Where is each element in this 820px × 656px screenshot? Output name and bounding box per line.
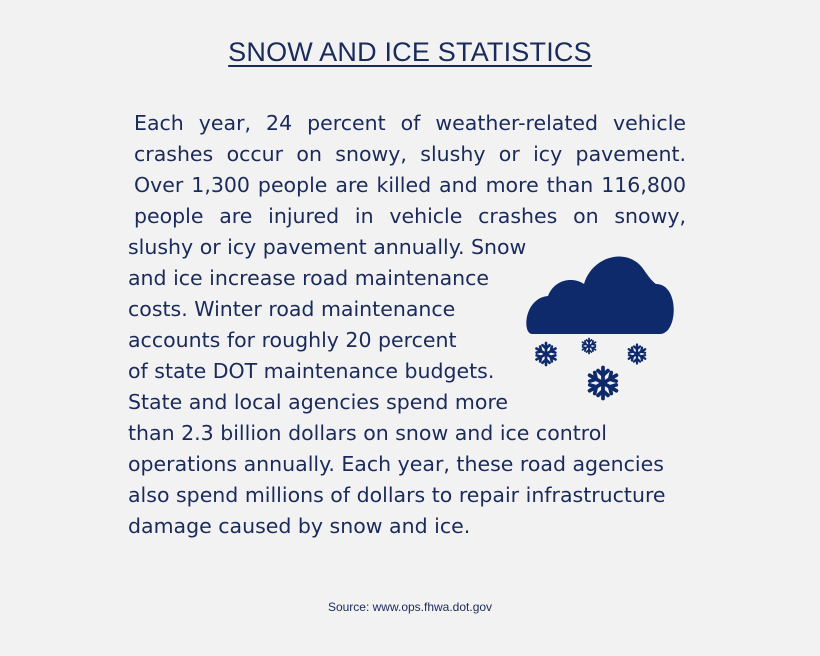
snow-cloud-icon [520, 244, 680, 406]
paragraph-line: slushy or icy pavement annually. Snow [128, 235, 527, 259]
paragraph-line: damage caused by snow and ice. [128, 514, 471, 538]
paragraph-line: than 2.3 billion dollars on snow and ice control [128, 421, 607, 445]
snowflake-icon [581, 339, 596, 354]
paragraph-line: Over 1,300 people are killed and more than 116,800 [134, 173, 686, 197]
source-credit: Source: www.ops.fhwa.dot.gov [327, 600, 493, 614]
snowflake-icon [627, 345, 646, 364]
paragraph-line: also spend millions of dollars to repair infrastructure [128, 483, 666, 507]
paragraph-line: operations annually. Each year, these road agencies [128, 452, 664, 476]
paragraph-line: of state DOT maintenance budgets. [128, 359, 495, 383]
paragraph-line: Each year, 24 percent of weather-related vehicle [134, 111, 686, 135]
paragraph-line: costs. Winter road maintenance [128, 297, 456, 321]
paragraph-line: State and local agencies spend more [128, 390, 509, 414]
page-title: SNOW AND ICE STATISTICS [228, 37, 592, 67]
paragraph-line: people are injured in vehicle crashes on snowy, [134, 204, 686, 228]
snowflake-icon [535, 343, 558, 365]
cloud-shape [526, 256, 673, 334]
paragraph-line: accounts for roughly 20 percent [128, 328, 457, 352]
paragraph-line: and ice increase road maintenance [128, 266, 490, 290]
paragraph-line: crashes occur on snowy, slushy or icy pavement. [134, 142, 686, 166]
snowflake-icon [587, 368, 619, 399]
